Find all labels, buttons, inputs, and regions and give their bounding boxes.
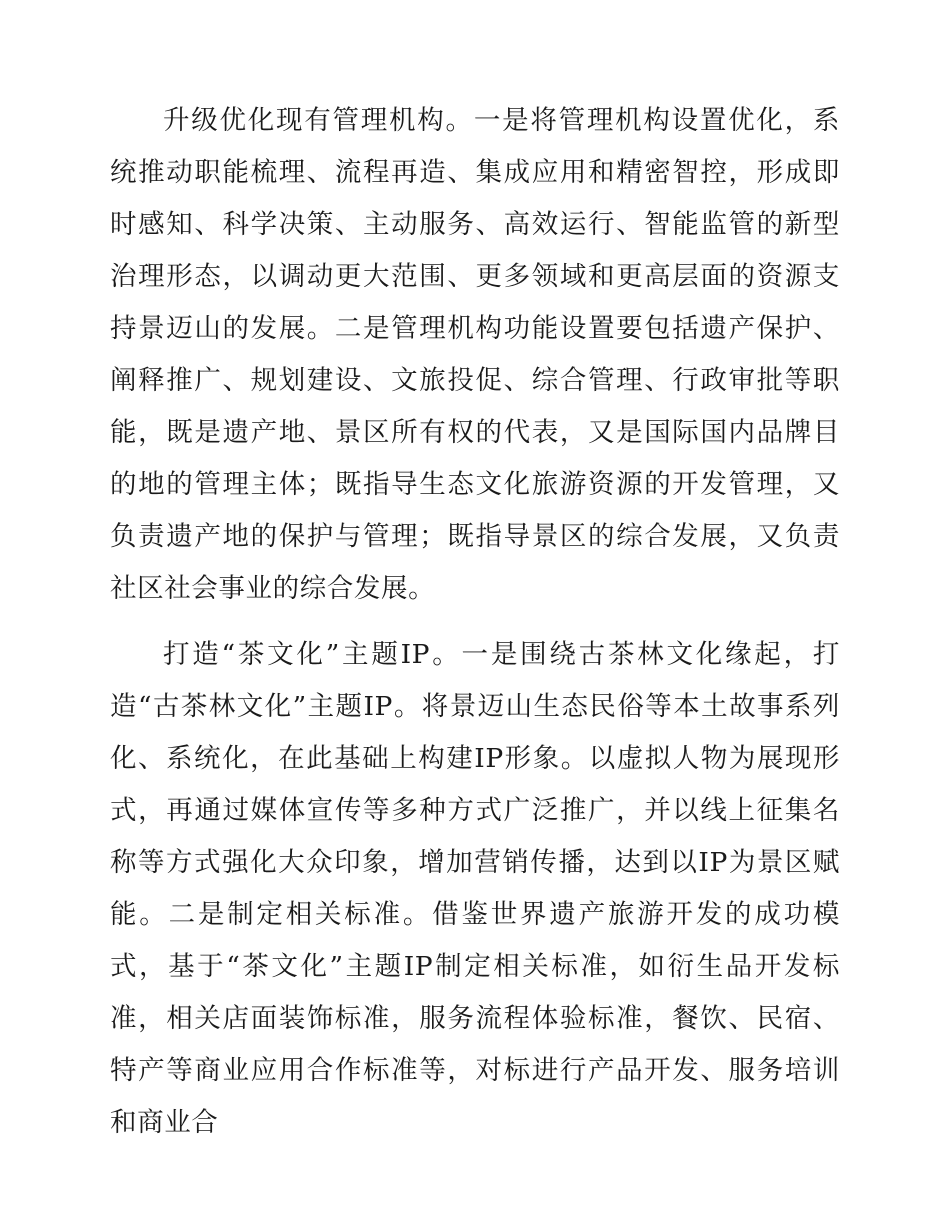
- paragraph-2: 打造“茶文化”主题IP。一是围绕古茶林文化缘起，打造“古茶林文化”主题IP。将景迈山生态民俗等本土故事系列化、系统化，在此基础上构建IP形象。以虚拟人物为展现形式，再通过媒体宣传等多种方式广泛推广，并以线上征集名称等方式强化大众印象，增加营销传播，达到以IP为景区赋能。二是制定相关标准。借鉴世界遗产旅游开发的成功模式，基于“茶文化”主题IP制定相关标准，如衍生品开发标准，相关店面装饰标准，服务流程体验标准，餐饮、民宿、特产等商业应用合作标准等，对标进行产品开发、服务培训和商业合: [110, 639, 840, 1138]
- paragraph-1: 升级优化现有管理机构。一是将管理机构设置优化，系统推动职能梳理、流程再造、集成应用和精密智控，形成即时感知、科学决策、主动服务、高效运行、智能监管的新型治理形态，以调动更大范围、更多领域和更高层面的资源支持景迈山的发展。二是管理机构功能设置要包括遗产保护、阐释推广、规划建设、文旅投促、综合管理、行政审批等职能，既是遗产地、景区所有权的代表，又是国际国内品牌目的地的管理主体；既指导生态文化旅游资源的开发管理，又负责遗产地的保护与管理；既指导景区的综合发展，又负责社区社会事业的综合发展。: [110, 105, 840, 604]
- document-body: [110, 95, 840, 1149]
